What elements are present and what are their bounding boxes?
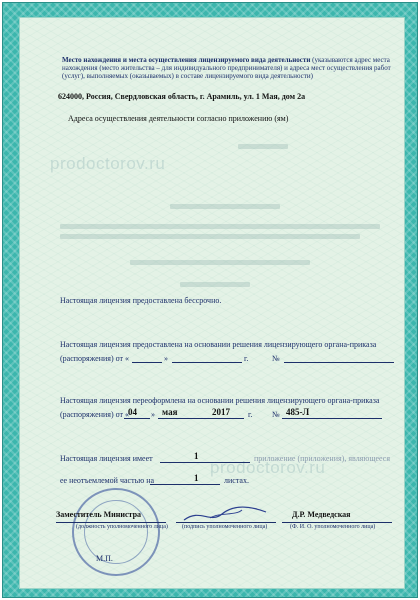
signatory-name: Д.Р. Медведская [292, 510, 351, 519]
reissued-day-line [124, 418, 150, 419]
watermark-text: prodoctorov.ru [50, 154, 166, 173]
appendix-count-line [160, 462, 250, 463]
basis-year-label: г. [244, 354, 249, 363]
sign-line [176, 522, 276, 523]
basis-month-blank [172, 362, 242, 363]
appendix-count: 1 [194, 451, 199, 461]
reissued-number-line [282, 418, 382, 419]
reissued-number-label: № [272, 410, 280, 419]
basis-number-blank [284, 362, 394, 363]
signatory-position: Заместитель Министра [56, 510, 142, 519]
appendix-addresses: Адреса осуществления деятельности согласно приложению (ям) [68, 114, 289, 123]
appendix-sheets-line [150, 484, 220, 485]
faded-text [238, 144, 288, 149]
reissued-year-line [208, 418, 244, 419]
reissued-line2-prefix: (распоряжения) от « [60, 410, 129, 419]
reissued-month-line [158, 418, 208, 419]
faded-text [130, 260, 310, 265]
appendix-sheets-count: 1 [194, 473, 199, 483]
name-note: (Ф. И. О. уполномоченного лица) [290, 524, 376, 530]
license-inner-field [19, 17, 405, 589]
appendix-has-label: Настоящая лицензия имеет [60, 454, 153, 463]
basis-line1: Настоящая лицензия предоставлена на основании решения лицензирующего органа-приказа [60, 340, 377, 349]
faded-text [180, 282, 250, 287]
reissued-year-suffix: г. [248, 410, 253, 419]
reissued-quote: » [151, 410, 155, 419]
watermark-text-2: prodoctorov.ru [210, 458, 326, 477]
license-sheet [2, 2, 418, 598]
faded-text [170, 204, 280, 209]
basis-quote: » [164, 354, 168, 363]
sign-note: (подпись уполномоченного лица) [182, 524, 268, 530]
appendix-sheets-label: листах. [224, 476, 249, 485]
reissued-year: 2017 [212, 407, 230, 417]
license-address: 624000, Россия, Свердловская область, г. Арамиль, ул. 1 Мая, дом 2а [58, 92, 306, 101]
basis-number-label: № [272, 354, 280, 363]
mp-label: М.П. [96, 554, 113, 563]
location-header-note: (указываются адрес места нахождения (место жительства – для индивидуального предпринимателя) и адреса мест осуществления работ (услуг), выполняемых (оказываемых) в составе лицензируемого вида деятельности) [62, 56, 391, 81]
faded-text [60, 224, 380, 229]
name-line [282, 522, 392, 523]
reissued-number: 485-Л [286, 407, 310, 417]
granted-text: Настоящая лицензия предоставлена бессрочно. [60, 296, 222, 305]
reissued-line1: Настоящая лицензия переоформлена на основании решения лицензирующего органа-приказа [60, 396, 380, 405]
appendix-integral-label: ее неотъемлемой частью на [60, 476, 155, 485]
appendix-note: приложение (приложения), являющееся [254, 454, 391, 463]
position-note: (должность уполномоченного лица) [76, 524, 168, 530]
location-header-bold: Место нахождения и места осуществления лицензируемого вида деятельности [62, 56, 311, 64]
reissued-month: мая [162, 407, 178, 417]
faded-text [60, 234, 360, 239]
position-line [56, 522, 166, 523]
basis-line2-prefix: (распоряжения) от « [60, 354, 129, 363]
reissued-day: 04 [128, 407, 137, 417]
location-header [62, 56, 398, 80]
basis-day-blank [132, 362, 162, 363]
official-seal [72, 488, 160, 576]
